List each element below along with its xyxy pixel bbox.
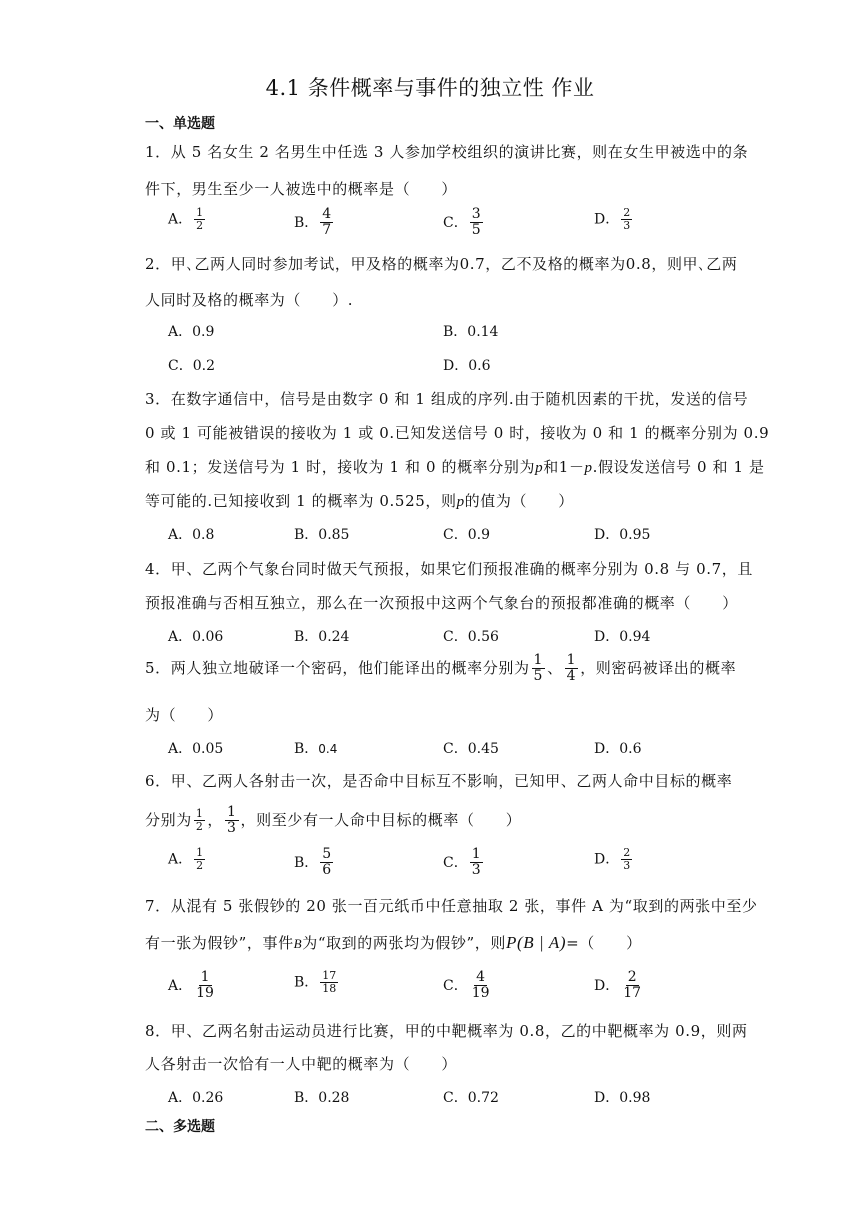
question-5-text-line-1: 5．两人独立地破译一个密码，他们能译出的概率分别为 $\frac{1}{5}$ 、 $\frac{1}{4}$ ，则密码被译出的概率 xyxy=(145,652,737,685)
question-1-option-c: C． $\frac{3}{5}$ xyxy=(443,206,481,239)
question-6-option-a: A． $\frac{1}{2}$ xyxy=(168,846,204,873)
question-4-option-d: D．0.94 xyxy=(594,629,651,645)
question-7-option-d: D． $\frac{2}{17}$ xyxy=(594,969,642,1002)
question-8-option-c: C．0.72 xyxy=(443,1090,499,1106)
question-1-text-line-1: 1．从 5 名女生 2 名男生中任选 3 人参加学校组织的演讲比赛，则在女生甲被选中的条 xyxy=(145,143,749,161)
question-1-option-d: D． $\frac{2}{3}$ xyxy=(594,206,631,233)
question-3-text-line-4: 等可能的.已知接收到 1 的概率为 0.525，则p的值为（ ） xyxy=(145,492,574,510)
question-1-option-b: B． $\frac{4}{7}$ xyxy=(294,206,332,239)
question-4-text-line-1: 4．甲、乙两个气象台同时做天气预报，如果它们预报准确的概率分别为 0.8 与 0.7，且 xyxy=(145,560,753,578)
question-5-option-c: C．0.45 xyxy=(443,741,499,757)
question-4-option-a: A．0.06 xyxy=(168,629,224,645)
question-1-option-a: A． $\frac{1}{2}$ xyxy=(168,206,204,233)
question-7-option-a: A． $\frac{1}{19}$ xyxy=(168,969,214,1002)
question-7-text-line-1: 7．从混有 5 张假钞的 20 张一百元纸币中任意抽取 2 张，事件 A 为“取到的两张中至少 xyxy=(145,897,758,915)
question-4-option-b: B．0.24 xyxy=(294,629,350,645)
question-3-option-a: A．0.8 xyxy=(168,527,215,543)
question-2-option-a: A．0.9 xyxy=(168,324,215,340)
question-8-option-b: B．0.28 xyxy=(294,1090,350,1106)
question-6-text-line-2: 分别为 $\frac{1}{2}$ ， $\frac{1}{3}$ ，则至少有一人命中目标的概率（ ） xyxy=(145,804,522,837)
question-7-option-c: C． $\frac{4}{19}$ xyxy=(443,969,490,1002)
question-5-option-b: B．0.4 xyxy=(294,741,338,757)
question-2-option-c: C．0.2 xyxy=(168,358,215,374)
question-6-option-b: B． $\frac{5}{6}$ xyxy=(294,846,332,879)
section-heading-multiple-choice: 二、多选题 xyxy=(145,1119,215,1135)
question-8-text-line-2: 人各射击一次恰有一人中靶的概率为（ ） xyxy=(145,1055,458,1073)
question-5-option-a: A．0.05 xyxy=(168,741,224,757)
question-3-option-d: D．0.95 xyxy=(594,527,651,543)
question-4-text-line-2: 预报准确与否相互独立，那么在一次预报中这两个气象台的预报都准确的概率（ ） xyxy=(145,594,738,612)
question-4-option-c: C．0.56 xyxy=(443,629,499,645)
question-8-option-a: A．0.26 xyxy=(168,1090,224,1106)
question-2-text-line-2: 人同时及格的概率为（ ）. xyxy=(145,291,354,309)
question-3-text-line-2: 0 或 1 可能被错误的接收为 1 或 0.已知发送信号 0 时，接收为 0 和 1 的概率分别为 0.9 xyxy=(145,424,770,442)
question-3-option-c: C．0.9 xyxy=(443,527,490,543)
question-6-option-c: C． $\frac{1}{3}$ xyxy=(443,846,481,879)
question-2-option-b: B．0.14 xyxy=(443,324,499,340)
question-7-option-b: B． $\frac{17}{18}$ xyxy=(294,969,337,996)
question-7-text-line-2: 有一张为假钞”，事件B为“取到的两张均为假钞”，则P(B | A)=（ ） xyxy=(145,933,642,952)
question-5-option-d: D．0.6 xyxy=(594,741,642,757)
question-5-text-line-2: 为（ ） xyxy=(145,706,224,724)
question-8-text-line-1: 8．甲、乙两名射击运动员进行比赛，甲的中靶概率为 0.8，乙的中靶概率为 0.9，则两 xyxy=(145,1022,748,1040)
question-6-option-d: D． $\frac{2}{3}$ xyxy=(594,846,631,873)
question-3-text-line-1: 3．在数字通信中，信号是由数字 0 和 1 组成的序列.由于随机因素的干扰，发送的信号 xyxy=(145,390,749,408)
section-heading-single-choice: 一、单选题 xyxy=(145,116,215,132)
question-1-text-line-2: 件下，男生至少一人被选中的概率是（ ） xyxy=(145,180,458,198)
page-title: 4.1 条件概率与事件的独立性 作业 xyxy=(265,76,595,100)
question-8-option-d: D．0.98 xyxy=(594,1090,651,1106)
question-3-text-line-3: 和 0.1；发送信号为 1 时，接收为 1 和 0 的概率分别为p和1－p.假设发送信号 0 和 1 是 xyxy=(145,458,765,476)
question-2-text-line-1: 2．甲､乙两人同时参加考试，甲及格的概率为0.7，乙不及格的概率为0.8，则甲､乙两 xyxy=(145,255,738,273)
question-2-option-d: D．0.6 xyxy=(443,358,491,374)
question-6-text-line-1: 6．甲、乙两人各射击一次，是否命中目标互不影响，已知甲、乙两人命中目标的概率 xyxy=(145,772,733,790)
question-3-option-b: B．0.85 xyxy=(294,527,350,543)
